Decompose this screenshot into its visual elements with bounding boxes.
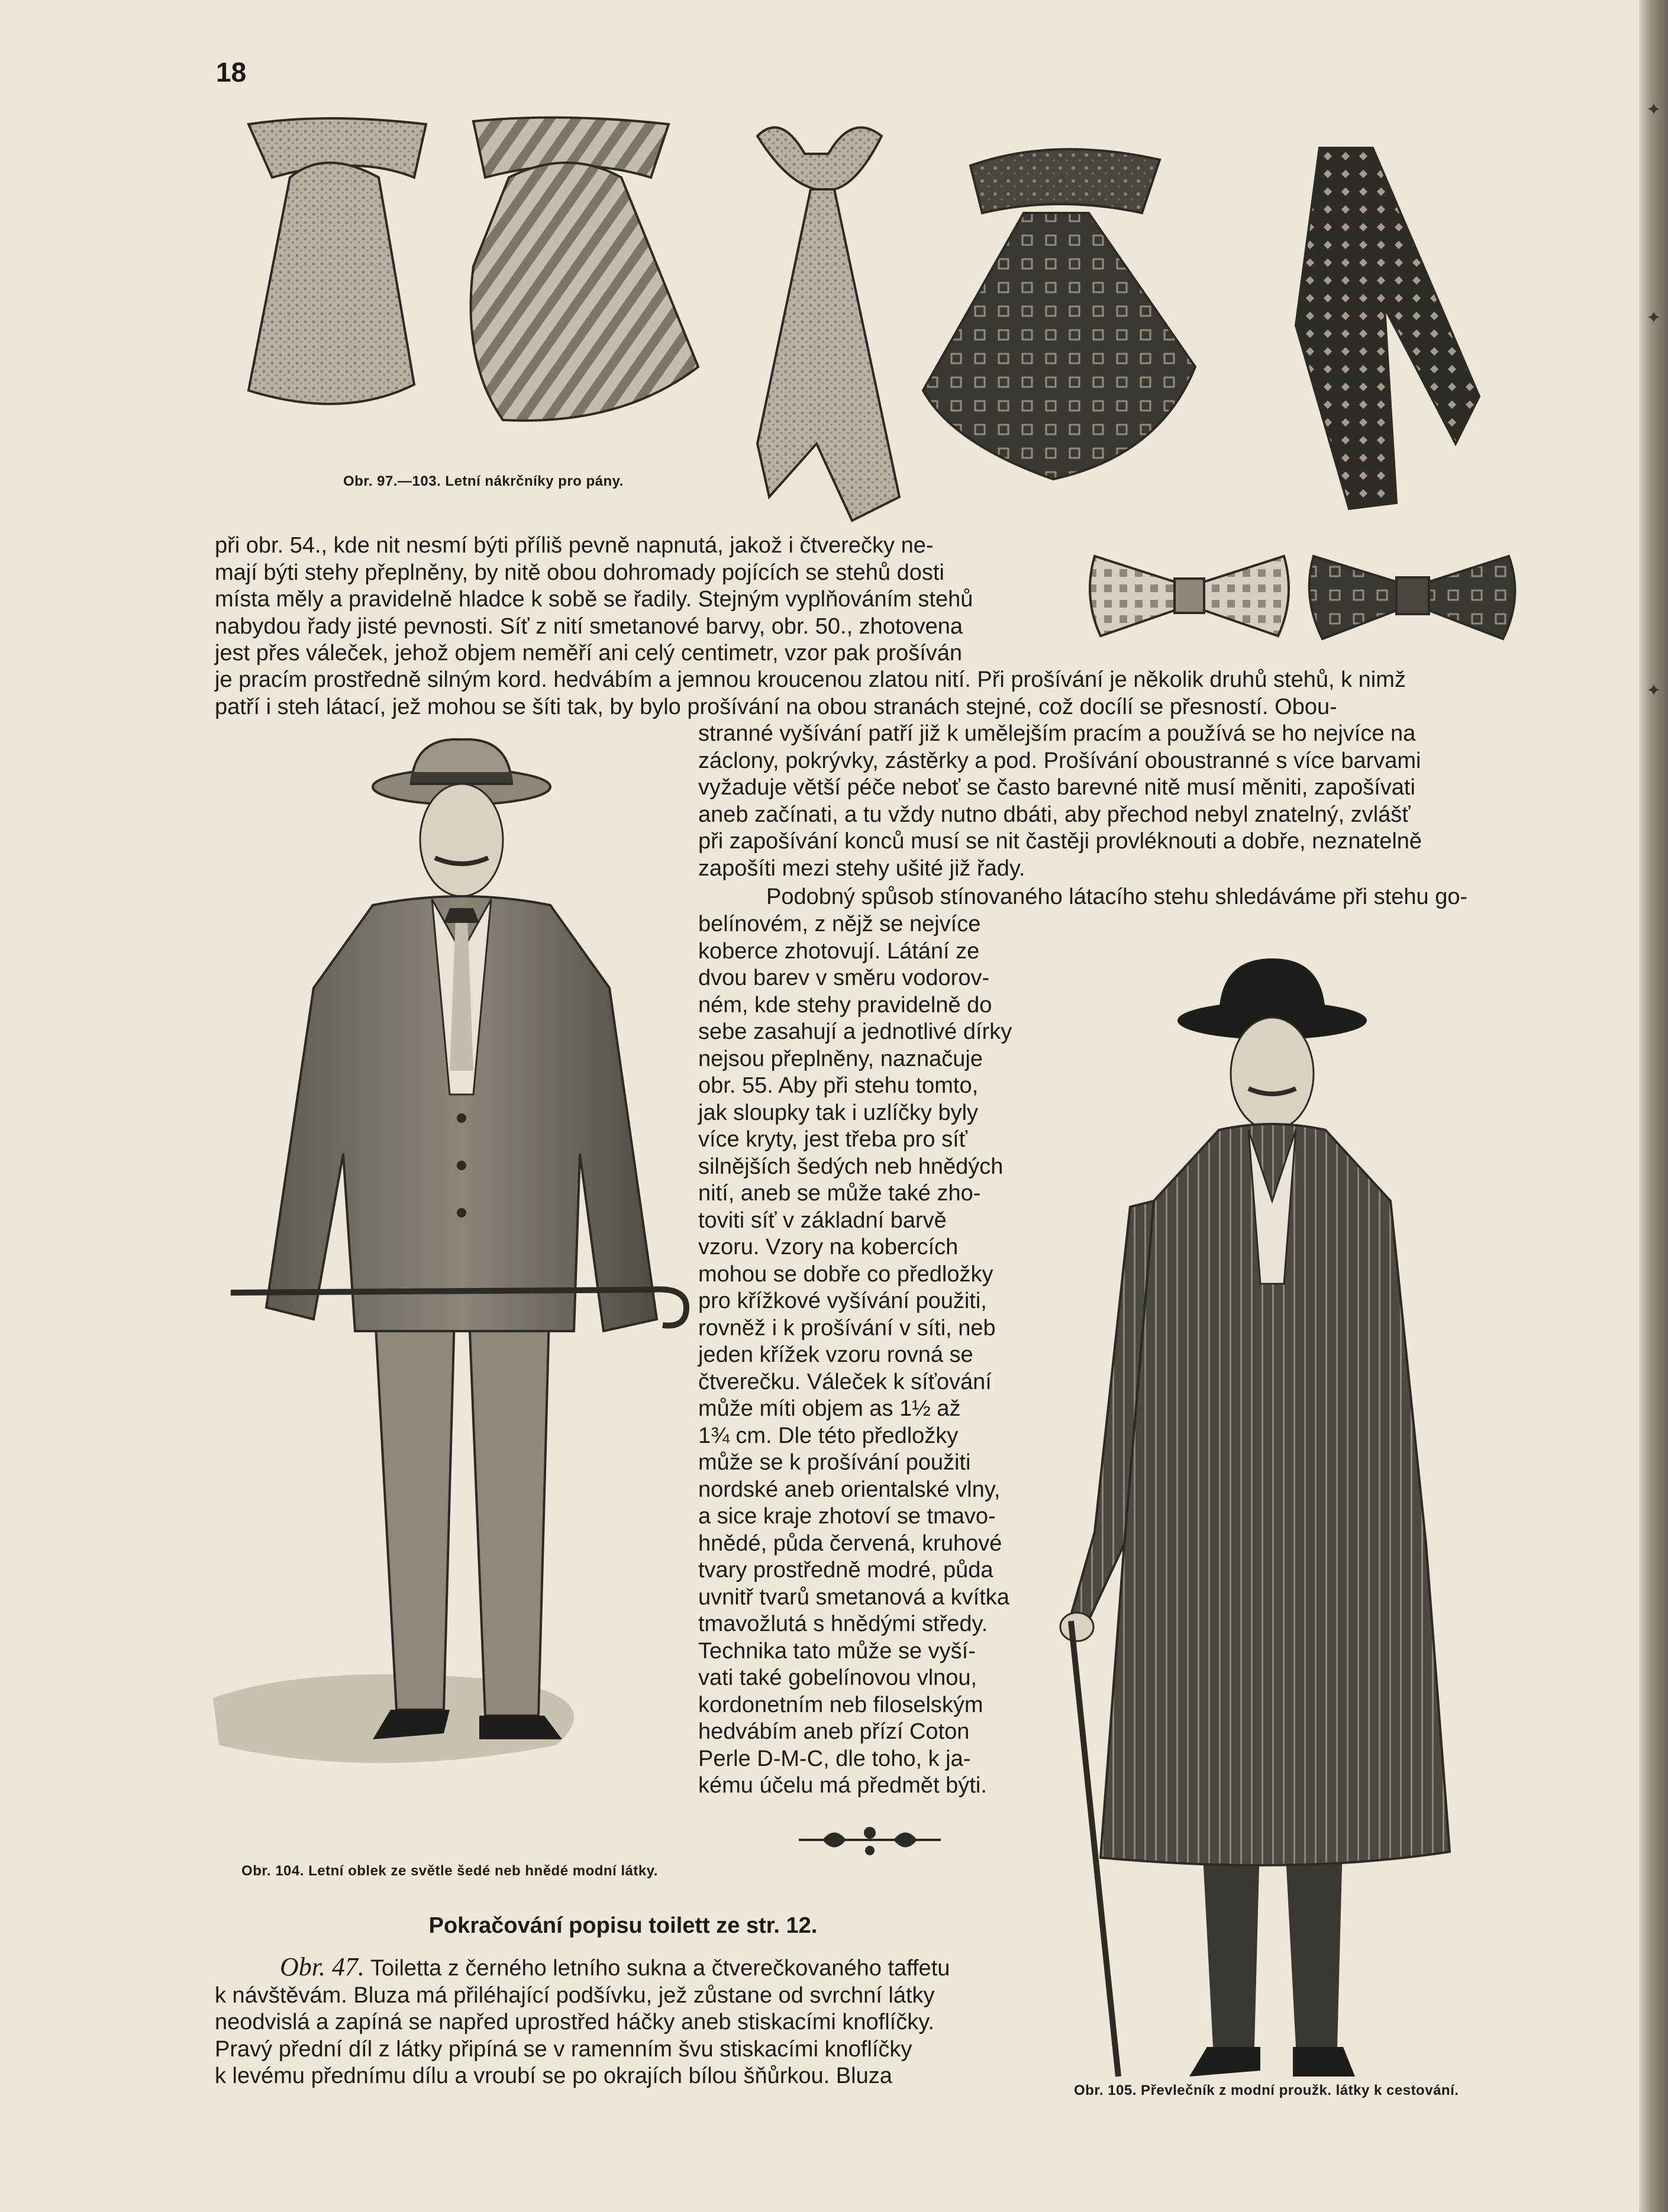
text-line: při obr. 54., kde nit nesmí býti příliš pevně napnutá, jakož i čtverečky ne- [215,533,934,558]
edge-mark-icon: ✦ [1646,681,1661,700]
text-line: jak sloupky tak i uzlíčky byly [698,1100,979,1125]
text-line: toviti síť v základní barvě [698,1207,947,1233]
diamond-pattern-tie-icon [1296,148,1479,509]
summer-suit-caption: Obr. 104. Letní oblek ze světle šedé neb hnědé modní látky. [241,1863,658,1879]
text-line: hnědé, půda červená, kruhové [698,1530,1002,1556]
text-line: Perle D-M-C, dle toho, k ja- [698,1746,971,1771]
text-line: belínovém, z nějž se nejvíce [698,912,981,937]
text-line: může míti objem as 1½ až [698,1396,961,1421]
text-line: tvary prostředně modré, půda [698,1558,993,1583]
ties-caption: Obr. 97.—103. Letní nákrčníky pro pány. [343,473,624,489]
text-line: obr. 55. Aby při stehu tomto, [698,1073,979,1098]
text-line: vyžaduje větší péče neboť se často barevné nitě musí měniti, zapošívati [698,775,1415,800]
text-line: ném, kde stehy pravidelně do [698,992,992,1018]
striped-ascot-icon [471,118,698,421]
paragraph-second-first: Podobný spůsob stínovaného látacího stehu shledáváme při stehu go- [766,884,1468,909]
text-line: kému účelu má předmět býti. [698,1773,987,1798]
text-line: je pracím prostředně silným kord. hedvábím a jemnou kroucenou zlatou nití. Při prošívání je několik druhů stehů, k nimž [215,667,1406,692]
text-line: k levému přednímu dílu a vroubí se po okrajích bílou šňůrkou. Bluza [215,2064,892,2088]
text-line: dvou barev v směru vodorov- [698,965,990,990]
narrow-tie-icon [757,127,899,521]
paragraph-top-narrow [215,532,1061,667]
ties-illustration [237,112,1586,515]
text-line: Pravý přední díl z látky připíná se v ramenním švu stiskacími knoflíčky [215,2036,912,2062]
text-line: patří i steh látací, jež mohou se šíti tak, by bylo prošívání na obou stranách stejné, což docílí se přesností. Obou- [215,694,1337,719]
text-line: při zapošívání konců musí se nit častěji provléknouti a dobře, neznatelně [698,829,1422,854]
text-line: záclony, pokrývky, zástěrky a pod. Prošívání oboustranné s více barvami [698,748,1421,773]
text-line: a sice kraje zhotoví se tmavo- [698,1504,996,1529]
text-line: vzoru. Vzory na kobercích [698,1235,959,1260]
text-line: vati také gobelínovou vlnou, [698,1665,977,1690]
floral-ornament-icon [799,1816,941,1864]
text-line: Technika tato může se vyší- [698,1638,976,1664]
text-line: uvnitř tvarů smetanová a kvítka [698,1584,1009,1610]
text-line: místa měly a pravidelně hladce k sobě se řadily. Stejným vyplňováním stehů [215,587,973,612]
text-line: nordské aneb orientalské vlny, [698,1477,1001,1502]
text-line: nabydou řady jisté pevnosti. Síť z nití smetanové barvy, obr. 50., zhotovena [215,613,963,639]
figure-reference: Obr. 47. [280,1952,365,1981]
text-line: hedvábím aneb přízí Coton [698,1719,970,1744]
text-line: sebe zasahují a jednotlivé dírky [698,1019,1012,1044]
ascot-tie-icon [249,118,426,404]
text-line: k návštěvám. Bluza má přiléhající podšívku, jež zůstane od svrchní látky [215,1982,935,2008]
summer-suit-illustration [195,740,710,1852]
text-line: mohou se dobře co předložky [698,1261,993,1287]
text-line: jeden křížek vzoru rovná se [698,1342,973,1367]
text-line: může se k prošívání použiti [698,1450,971,1475]
paragraph-mid [698,721,1512,882]
text-line: čtverečku. Váleček k síťování [698,1369,992,1394]
paragraph-second-column [698,911,1030,1800]
text-line: více kryty, jest třeba pro síť [698,1127,967,1152]
text-line: tmavožlutá s hnědými středy. [698,1612,988,1636]
text-line: nití, aneb se může také zho- [698,1181,981,1206]
page-number: 18 [216,57,247,88]
text-line: jest přes váleček, jehož objem neměří ani celý centimetr, vzor pak prošíván [215,641,963,666]
text-line: neodvislá a zapíná se napřed uprostřed háčky aneb stiskacími knoflíčky. [215,2010,934,2035]
text-line [215,1953,1031,1982]
text-span: Toiletta z černého letního sukna a čtverečkovaného taffetu [364,1956,950,1981]
dark-ascot-icon [923,149,1195,479]
bow-ties-illustration [1089,538,1515,651]
text-line: pro křížkové vyšívání použiti, [698,1289,987,1313]
text-line: koberce zhotovují. Látání ze [698,938,980,964]
overcoat-caption: Obr. 105. Převlečník z modní proužk. látky k cestování. [1074,2082,1459,2098]
edge-mark-icon: ✦ [1646,308,1661,328]
overcoat-illustration [1059,952,1473,2100]
text-line: kordonetním neb filoselským [698,1692,983,1717]
text-line: zapošíti mezi stehy ušité již řady. [698,855,1025,881]
section-heading: Pokračování popisu toilett ze str. 12. [428,1913,818,1938]
text-line: silnějších šedých neb hnědých [698,1154,1004,1179]
light-bow-tie-icon [1090,556,1289,636]
text-line: aneb začínati, a tu vždy nutno dbáti, aby přechod nebyl znatelný, zvlášť [698,802,1411,827]
edge-mark-icon: ✦ [1646,100,1661,120]
text-line: 1¾ cm. Dle této předložky [698,1423,959,1448]
paragraph-bottom [215,1953,1031,2090]
text-line: rovněž i k prošívání v síti, neb [698,1315,996,1341]
text-line: nejsou přeplněny, naznačuje [698,1046,983,1071]
patterned-bow-tie-icon [1309,556,1515,639]
text-line: mají býti stehy přeplněny, by nitě obou dohromady pojících se stehů dosti [215,560,944,585]
page-edge [1639,0,1668,2212]
text-line: stranné vyšívání patří již k umělejším pracím a používá se ho nejvíce na [698,721,1416,746]
paragraph-top-wide [215,667,1512,721]
